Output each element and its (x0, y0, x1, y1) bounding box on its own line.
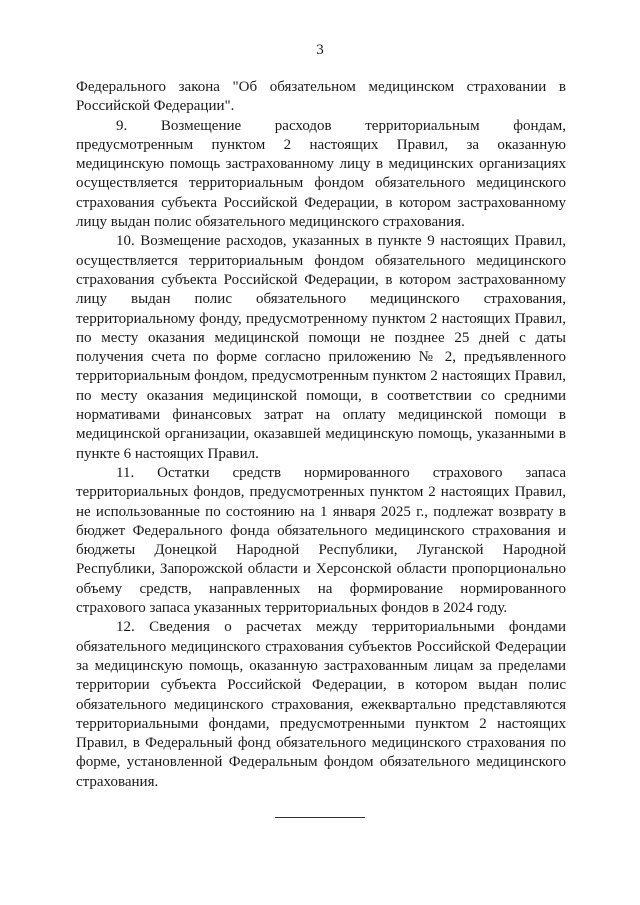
paragraph-item-11: 11. Остатки средств нормированного страхового запаса территориальных фондов, предусмотренных пунктом 2 настоящих Правил, не использованные по состоянию на 1 января 2025 г., подлежат возврату в бюджет Федерального фонда обязательного медицинского страхования и бюджеты Донецкой Народной Республики, Луганской Народной Республики, Запорожской области и Херсонской области пропорционально объему средств, направленных на формирование нормированного страхового запаса указанных территориальных фондов в 2024 году. (76, 464, 566, 617)
paragraph-item-10: 10. Возмещение расходов, указанных в пункте 9 настоящих Правил, осуществляется территориальным фондом обязательного медицинского страхования субъекта Российской Федерации, в котором застрахованному лицу выдан полис обязательного медицинского страхования, территориальному фонду, предусмотренному пунктом 2 настоящих Правил, по месту оказания медицинской помощи не позднее 25 дней с даты получения счета по форме согласно приложению № 2, предъявленного территориальным фондом, предусмотренным пунктом 2 настоящих Правил, по месту оказания медицинской помощи, в соответствии со средними нормативами финансовых затрат на оплату медицинской помощи в медицинской организации, оказавшей медицинскую помощь, указанными в пункте 6 настоящих Правил. (76, 233, 566, 462)
paragraph-continuation: Федерального закона "Об обязательном медицинском страховании в Российской Федерации". (76, 79, 566, 115)
paragraph-item-9: 9. Возмещение расходов территориальным фондам, предусмотренным пунктом 2 настоящих Правил, за оказанную медицинскую помощь застрахованному лицу в медицинских организациях осуществляется территориальным фондом обязательного медицинского страхования субъекта Российской Федерации, в котором застрахованному лицу выдан полис обязательного медицинского страхования. (76, 117, 566, 231)
document-body (76, 78, 566, 792)
page-number: 3 (316, 42, 324, 58)
paragraph-item-12: 12. Сведения о расчетах между территориальными фондами обязательного медицинского страхования субъектов Российской Федерации за медицинскую помощь, оказанную застрахованным лицам за пределами территории субъекта Российской Федерации, в котором выдан полис обязательного медицинского страхования, ежеквартально представляются территориальными фондами, предусмотренными пунктом 2 настоящих Правил, в Федеральный фонд обязательного медицинского страхования по форме, установленной Федеральным фондом обязательного медицинского страхования. (76, 619, 566, 790)
end-divider-line (275, 817, 365, 818)
